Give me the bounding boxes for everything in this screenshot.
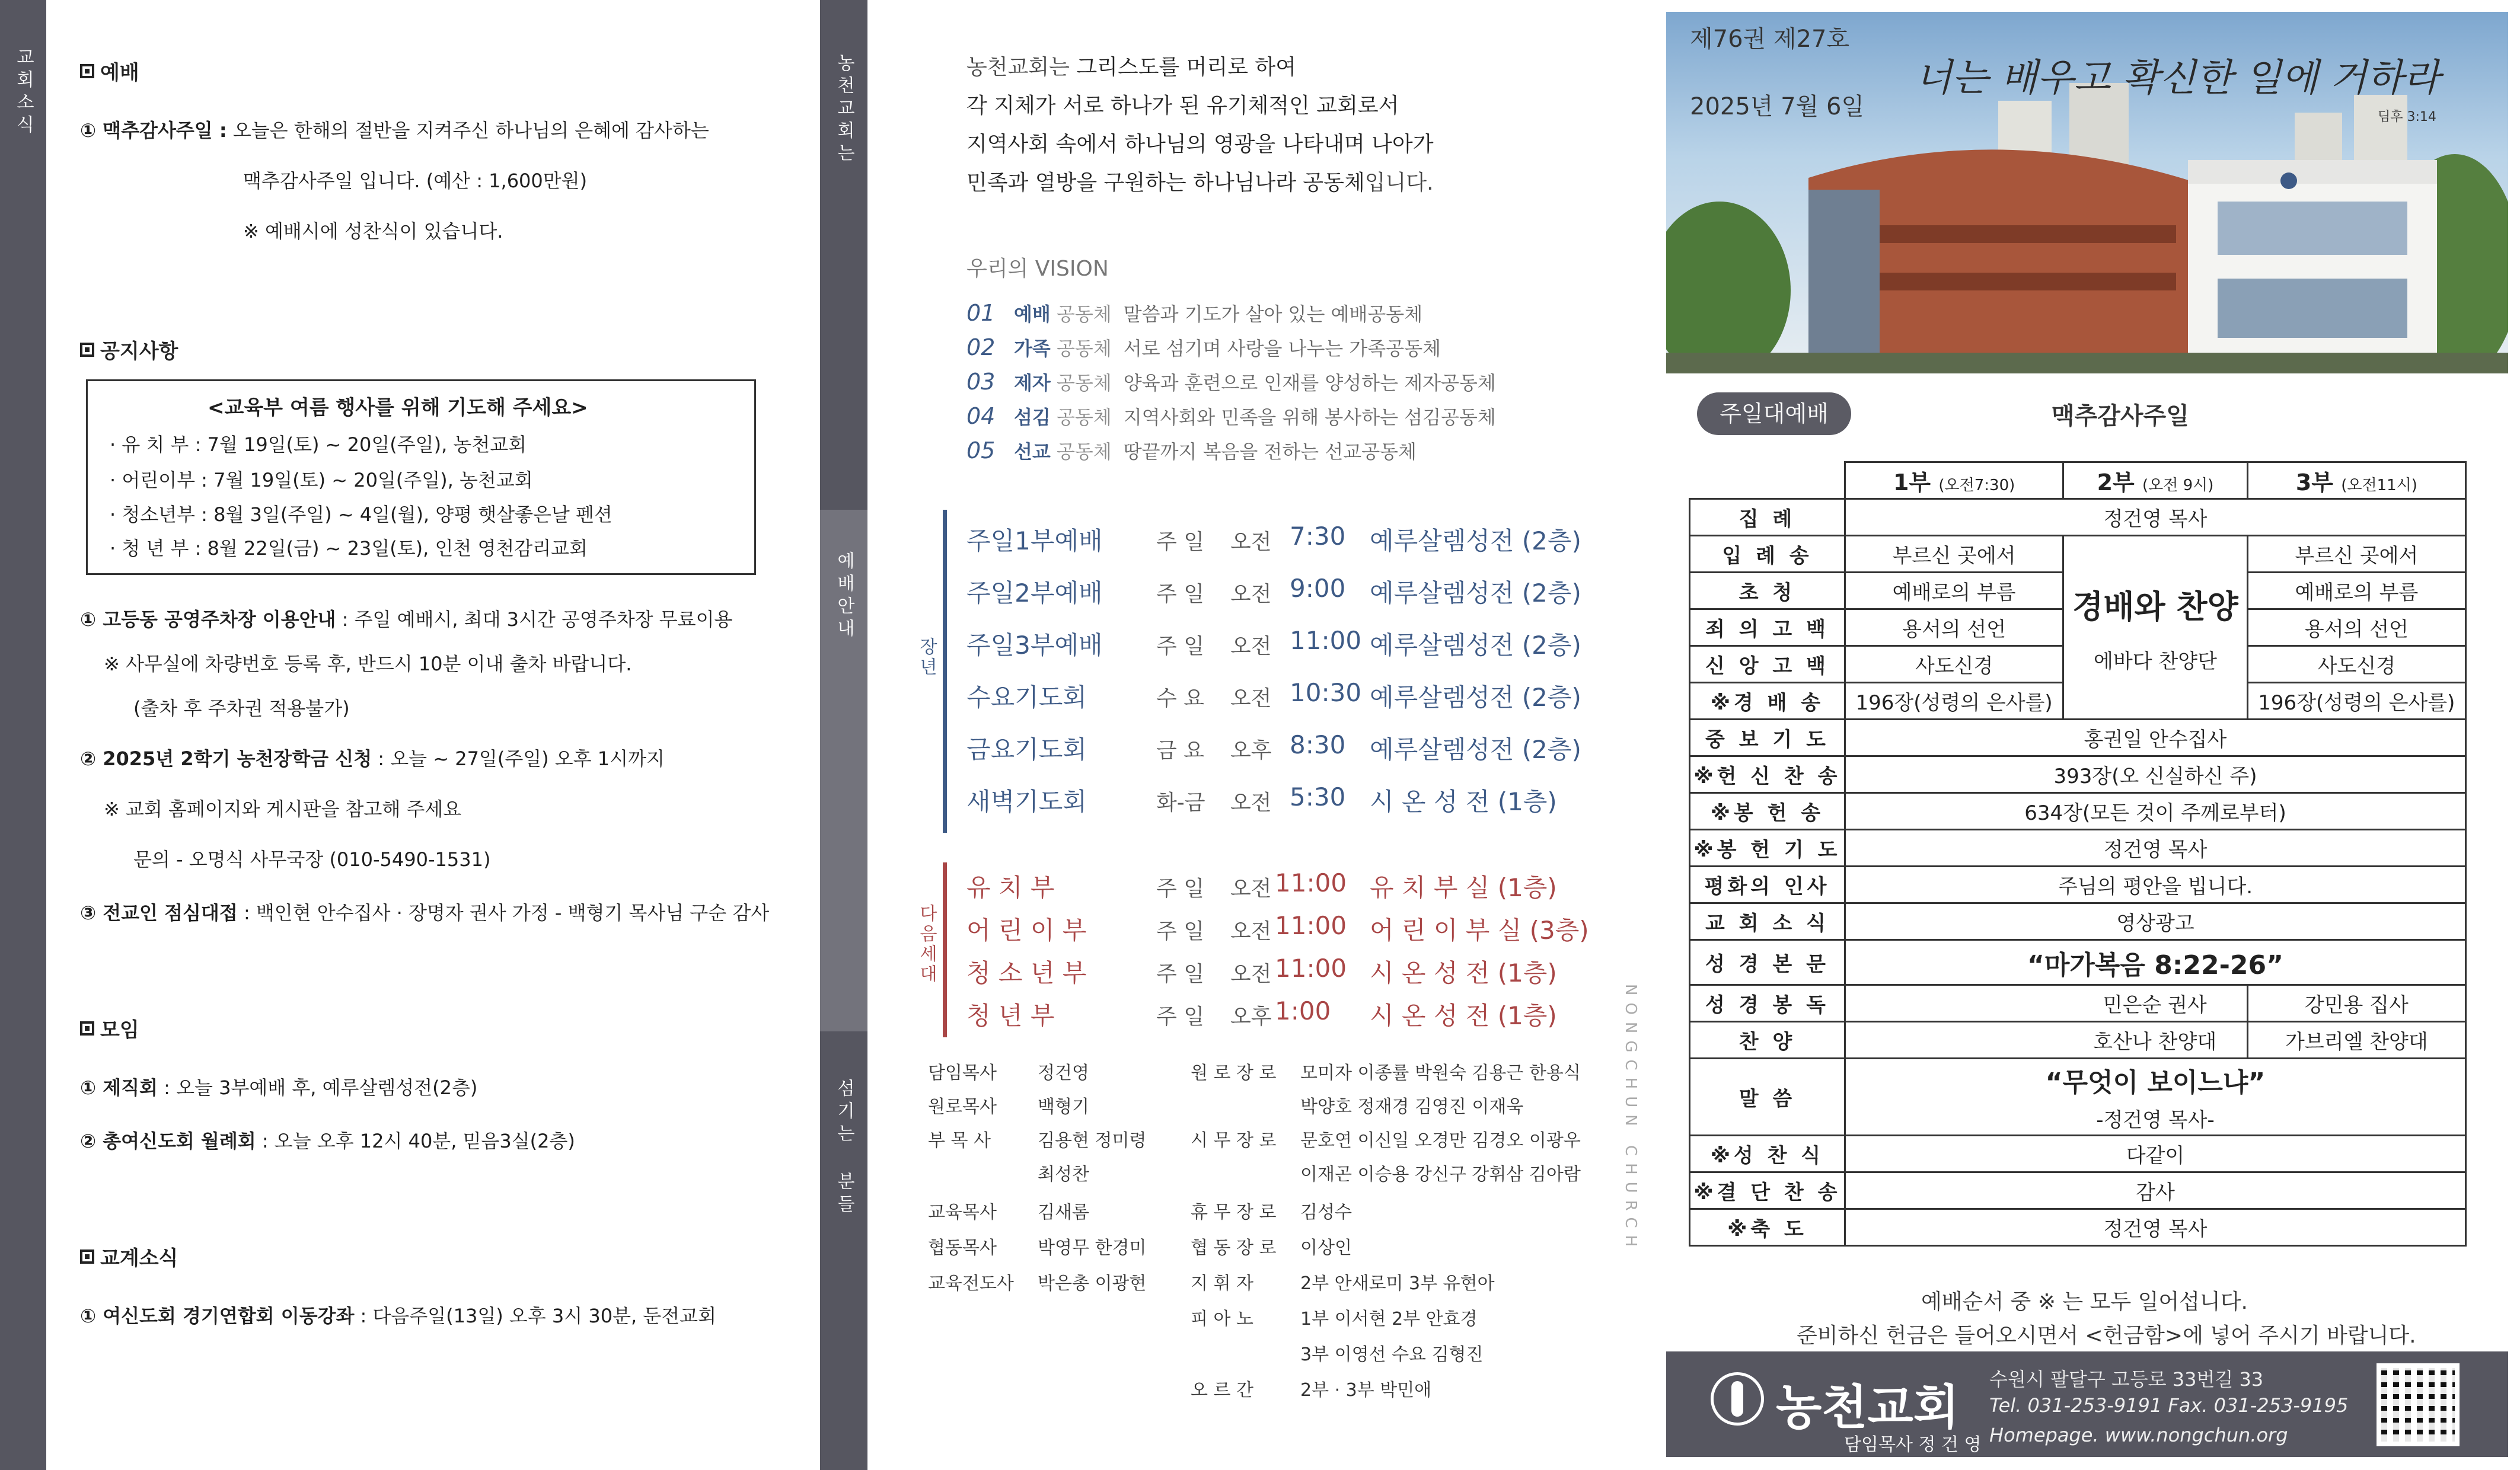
theme-verse: 너는 배우고 확신한 일에 거하라 <box>1915 56 2441 100</box>
service-pill: 주일대예배 <box>1697 392 1851 435</box>
adult-services-divider <box>943 510 947 833</box>
notice-item-1-sub-2: (출차 후 주차권 적용불가) <box>133 697 350 720</box>
meeting-section-title: 모임 <box>80 1014 139 1043</box>
vision-item-5: 05 선교 공동체 땅끝까지 복음을 전하는 선교공동체 <box>966 437 1417 464</box>
notice-box-item-2: · 어린이부 : 7월 19일(토) ~ 20일(주일), 농천교회 <box>110 469 533 491</box>
intro-line-3: 지역사회 속에서 하나님의 영광을 나타내며 나아가 <box>966 132 1434 156</box>
offering-note: 준비하신 헌금은 들어오시면서 <헌금함>에 넣어 주시기 바랍니다. <box>1797 1324 2416 1348</box>
order-of-worship-table <box>1689 461 2467 1247</box>
intro-line-1: 농천교회는 그리스도를 머리로 하여 <box>966 55 1296 79</box>
youth-services-label: 다음세대 <box>916 904 937 985</box>
vision-item-2: 02 가족 공동체 서로 섬기며 사랑을 나누는 가족공동체 <box>966 334 1441 360</box>
staff-row: 지 휘 자 2부 안새로미 3부 유현아 <box>1191 1273 1495 1294</box>
table-row: 말 씀 “무엇이 보이느냐” -정건영 목사- <box>1690 1059 2466 1136</box>
district-section-title: 교계소식 <box>80 1242 178 1271</box>
table-row: 성 경 봉 독 민은순 권사 강민용 집사 <box>1690 985 2466 1022</box>
vision-item-1: 01 예배 공동체 말씀과 기도가 살아 있는 예배공동체 <box>966 300 1423 326</box>
staff-row: 교육목사 김새롬 <box>928 1202 1089 1223</box>
worship-section-title: 예배 <box>80 56 139 85</box>
notice-box-title: <교육부 여름 행사를 위해 기도해 주세요> <box>208 396 588 420</box>
notice-item-2: ② 2025년 2학기 농천장학금 신청 : 오늘 ~ 27일(주일) 오후 1시까지 <box>80 747 665 770</box>
header-service-3: 3부 (오전11시) <box>2247 462 2465 499</box>
notice-item-1: ① 고등동 공영주차장 이용안내 : 주일 예배시, 최대 3시간 공영주차장 무료이용 <box>80 608 733 631</box>
sermon-title: “무엇이 보이느냐” <box>2045 1068 2266 1098</box>
intro-line-4: 민족과 열방을 구원하는 하나님나라 공동체입니다. <box>966 171 1434 195</box>
theme-verse-reference: 딤후 3:14 <box>2378 110 2436 124</box>
worship-line-2: 맥추감사주일 입니다. (예산 : 1,600만원) <box>243 170 588 192</box>
bulletin-volume: 제76권 제27호 <box>1690 25 1850 53</box>
standing-note: 예배순서 중 ※ 는 모두 일어섭니다. <box>1921 1290 2248 1314</box>
church-building-photo <box>1666 12 2508 373</box>
footer-pastor: 담임목사 정 건 영 <box>1844 1434 1982 1455</box>
sermon-preacher: -정건영 목사- <box>2096 1108 2215 1132</box>
left-side-bar <box>0 0 46 1470</box>
staff-row: 피 아 노 1부 이서현 2부 안효경 <box>1191 1309 1478 1330</box>
service-title: 맥추감사주일 <box>2052 402 2189 430</box>
notice-section-title: 공지사항 <box>80 335 178 364</box>
notice-item-2-sub-2: 문의 - 오명식 사무국장 (010-5490-1531) <box>133 848 491 871</box>
table-row: 입 례 송 부르신 곳에서 경배와 찬양 에바다 찬양단 부르신 곳에서 <box>1690 536 2466 573</box>
table-row: 교 회 소 식 영상광고 <box>1690 903 2466 940</box>
church-name: 농천교회 <box>1776 1380 1960 1435</box>
table-row: ※축 도 정건영 목사 <box>1690 1209 2466 1246</box>
praise-cell: 경배와 찬양 에바다 찬양단 <box>2063 536 2248 720</box>
table-row: 성 경 본 문 “마가복음 8:22-26” <box>1690 940 2466 985</box>
table-row: 중 보 기 도 홍권일 안수집사 <box>1690 720 2466 756</box>
table-row: 죄 의 고 백 용서의 선언 용서의 선언 <box>1690 609 2466 646</box>
header-service-2: 2부 (오전 9시) <box>2063 462 2248 499</box>
table-row: ※봉 헌 기 도 정건영 목사 <box>1690 830 2466 867</box>
staff-row: 교육전도사 박은총 이광현 <box>928 1273 1147 1294</box>
worship-line-1: ① 맥추감사주일 : 오늘은 한해의 절반을 지켜주신 하나님의 은혜에 감사하는 <box>80 119 709 142</box>
staff-row: 담임목사 정건영 <box>928 1063 1089 1084</box>
nongchun-church-vertical-text: NONGCHUN CHURCH <box>1622 984 1639 1254</box>
header-service-1: 1부 (오전7:30) <box>1845 462 2063 499</box>
meeting-item-1: ① 제직회 : 오늘 3부예배 후, 예루살렘성전(2층) <box>80 1076 478 1099</box>
church-logo-icon <box>1711 1372 1764 1426</box>
meeting-item-2: ② 총여신도회 월례회 : 오늘 오후 12시 40분, 믿음3실(2층) <box>80 1130 575 1152</box>
table-row: 초 청 예배로의 부름 예배로의 부름 <box>1690 573 2466 609</box>
qr-code-icon[interactable] <box>2377 1363 2460 1446</box>
staff-row: 부 목 사 김용현 정미령 <box>928 1130 1147 1151</box>
middle-side-label-3: 섬기는 분들 <box>834 1079 854 1217</box>
notice-box-item-4: · 청 년 부 : 8월 22일(금) ~ 23일(토), 인천 영천감리교회 <box>110 537 588 560</box>
footer-phone: Tel. 031-253-9191 Fax. 031-253-9195 <box>1989 1394 2349 1417</box>
staff-row: 원로목사 백형기 <box>928 1097 1089 1117</box>
table-row: 평화의 인사 주님의 평안을 빕니다. <box>1690 867 2466 903</box>
staff-row: 협 동 장 로 이상인 <box>1191 1238 1352 1258</box>
notice-item-2-sub-1: ※ 교회 홈페이지와 게시판을 참고해 주세요 <box>104 798 462 820</box>
notice-box-item-1: · 유 치 부 : 7월 19일(토) ~ 20일(주일), 농천교회 <box>110 433 527 456</box>
worship-line-3: ※ 예배시에 성찬식이 있습니다. <box>243 220 503 242</box>
notice-item-3: ③ 전교인 점심대접 : 백인현 안수집사 · 장명자 권사 가정 - 백형기 목사님 구순 감사 <box>80 902 770 924</box>
bulletin-date: 2025년 7월 6일 <box>1690 93 1865 120</box>
table-row: ※결 단 찬 송 감사 <box>1690 1172 2466 1209</box>
youth-services-divider <box>943 862 947 1037</box>
table-row: 집 례 정건영 목사 <box>1690 499 2466 536</box>
church-footer <box>1666 1351 2508 1457</box>
footer-homepage[interactable]: Homepage. www.nongchun.org <box>1989 1424 2288 1446</box>
staff-row: 오 르 간 2부 · 3부 박민애 <box>1191 1380 1432 1401</box>
vision-item-3: 03 제자 공동체 양육과 훈련으로 인재를 양성하는 제자공동체 <box>966 369 1496 395</box>
vision-title: 우리의 VISION <box>966 257 1109 281</box>
staff-row: 협동목사 박영무 한경미 <box>928 1238 1147 1258</box>
middle-side-label-2: 예배안내 <box>834 551 854 641</box>
middle-side-label-1: 농천교회는 <box>834 53 854 166</box>
notice-box-item-3: · 청소년부 : 8월 3일(주일) ~ 4일(월), 양평 햇살좋은날 펜션 <box>110 503 613 526</box>
notice-item-1-sub-1: ※ 사무실에 차량번호 등록 후, 반드시 10분 이내 출차 바랍니다. <box>104 653 632 675</box>
left-side-label: 교회소식 <box>13 47 34 138</box>
table-header-row <box>1690 462 2466 499</box>
staff-row: 휴 무 장 로 김성수 <box>1191 1202 1352 1223</box>
footer-address: 수원시 팔달구 고등로 33번길 33 <box>1989 1368 2264 1391</box>
adult-services-label: 장년 <box>916 637 937 678</box>
district-item-1: ① 여신도회 경기연합회 이동강좌 : 다음주일(13일) 오후 3시 30분, 둔전교회 <box>80 1305 716 1327</box>
vision-item-4: 04 섬김 공동체 지역사회와 민족을 위해 봉사하는 섬김공동체 <box>966 403 1496 429</box>
table-row: ※성 찬 식 다같이 <box>1690 1136 2466 1172</box>
staff-row: 시 무 장 로 문호연 이신일 오경만 김경오 이광우 <box>1191 1130 1581 1151</box>
staff-row: 원 로 장 로 모미자 이종률 박원숙 김용근 한용식 <box>1191 1063 1581 1084</box>
table-row: ※헌 신 찬 송 393장(오 신실하신 주) <box>1690 756 2466 793</box>
table-row: ※경 배 송 196장(성령의 은사를) 196장(성령의 은사를) <box>1690 683 2466 720</box>
table-row: 찬 양 호산나 찬양대 가브리엘 찬양대 <box>1690 1022 2466 1059</box>
intro-line-2: 각 지체가 서로 하나가 된 유기체적인 교회로서 <box>966 94 1399 118</box>
table-row: 신 앙 고 백 사도신경 사도신경 <box>1690 646 2466 683</box>
table-row: ※봉 헌 송 634장(모든 것이 주께로부터) <box>1690 793 2466 830</box>
